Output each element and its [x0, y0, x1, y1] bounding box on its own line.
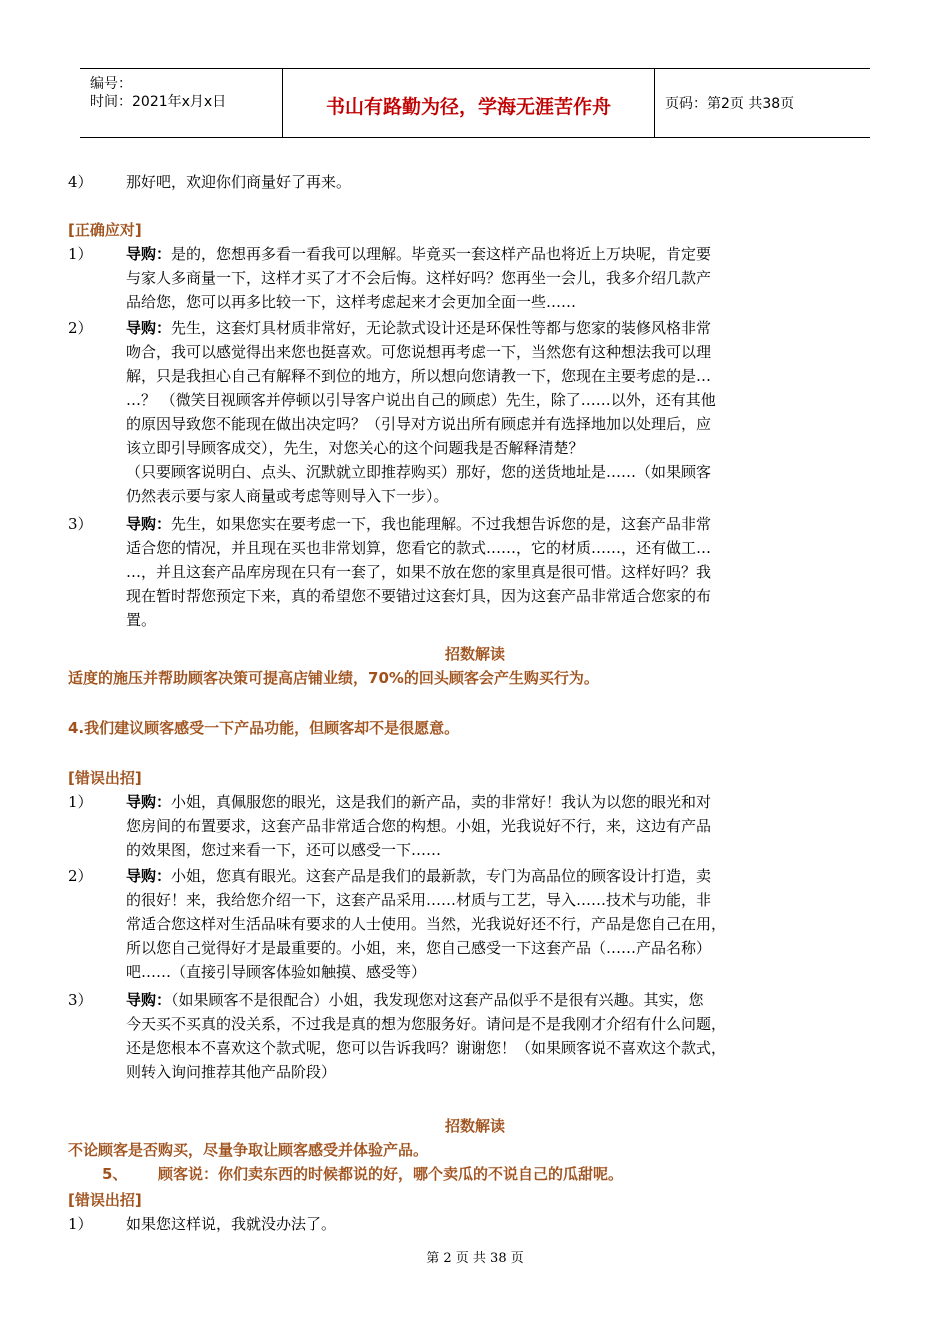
speaker-label: 导购：	[126, 245, 172, 263]
speaker-label: 导购：	[126, 319, 172, 337]
item-continuation-line: 仍然表示要与家人商量或考虑等则导入下一步）。	[126, 487, 449, 505]
item-continuation-line: 品给您，您可以再多比较一下，这样考虑起来才会更加全面一些……	[126, 293, 577, 311]
header-meta-cell	[80, 69, 283, 137]
item-text: 如果您这样说，我就没办法了。	[126, 1215, 337, 1233]
item-first-line	[126, 864, 711, 888]
speaker-label: 导购：	[126, 867, 172, 885]
item-number: 1）	[68, 1215, 93, 1233]
item-first-line	[126, 790, 711, 814]
speaker-label: 导购：	[126, 515, 172, 533]
interpretation-text-2: 不论顾客是否购买，尽量争取让顾客感受并体验产品。	[68, 1141, 429, 1159]
wrong-move-title-2: [错误出招]	[68, 1191, 142, 1209]
section-4-title: 4.我们建议顾客感受一下产品功能，但顾客却不是很愿意。	[68, 719, 460, 737]
item-continuation-line: 的效果图，您过来看一下，还可以感受一下……	[126, 841, 442, 859]
section-5-title: 顾客说：你们卖东西的时候都说的好，哪个卖瓜的不说自己的瓜甜呢。	[158, 1165, 624, 1183]
header-page-label: 页码：第2页 共38页	[665, 96, 795, 112]
header-page-cell	[655, 69, 870, 137]
item-text: 小姐，真佩服您的眼光，这是我们的新产品，卖的非常好！我认为以您的眼光和对	[171, 793, 712, 811]
page-footer: 第 2 页 共 38 页	[426, 1251, 524, 1266]
item-text: 先生，这套灯具材质非常好，无论款式设计还是环保性等都与您家的装修风格非常	[171, 319, 712, 337]
item-number: 3）	[68, 515, 93, 533]
item-continuation-line: 现在暂时帮您预定下来，真的希望您不要错过这套灯具，因为这套产品非常适合您家的布	[126, 587, 712, 605]
item-continuation-line: 您房间的布置要求，这套产品非常适合您的构想。小姐，光我说好不行，来，这边有产品	[126, 817, 712, 835]
item-continuation-line: 所以您自己觉得好才是最重要的。小姐，来，您自己感受一下这套产品（……产品名称）	[126, 939, 712, 957]
item-first-line	[126, 512, 711, 536]
item-continuation-line: 吧……（直接引导顾客体验如触摸、感受等）	[126, 963, 427, 981]
item-continuation-line: 的很好！来，我给您介绍一下，这套产品采用……材质与工艺，导入……技术与功能，非	[126, 891, 712, 909]
speaker-label: 导购：	[126, 793, 172, 811]
item-continuation-line: 今天买不买真的没关系，不过我是真的想为您服务好。请问是不是我刚才介绍有什么问题，	[126, 1015, 727, 1033]
item-continuation-line: 还是您根本不喜欢这个款式呢，您可以告诉我吗？谢谢您！（如果顾客说不喜欢这个款式，	[126, 1039, 727, 1057]
item-continuation-line: （只要顾客说明白、点头、沉默就立即推荐购买）那好，您的送货地址是……（如果顾客	[126, 463, 712, 481]
item-continuation-line: 的原因导致您不能现在做出决定吗？（引导对方说出所有顾虑并有选择地加以处理后，应	[126, 415, 712, 433]
item-number: 2）	[68, 319, 93, 337]
interpretation-title-2: 招数解读	[444, 1117, 505, 1135]
item-number: 3）	[68, 991, 93, 1009]
item-text: （如果顾客不是很配合）小姐，我发现您对这套产品似乎不是很有兴趣。其实，您	[171, 991, 704, 1009]
item-number: 1）	[68, 245, 93, 263]
item-first-line	[126, 988, 704, 1012]
item-number: 1）	[68, 793, 93, 811]
item-text: 小姐，您真有眼光。这套产品是我们的最新款，专门为高品位的顾客设计打造，卖	[171, 867, 712, 885]
interpretation-text: 适度的施压并帮助顾客决策可提高店铺业绩，70%的回头顾客会产生购买行为。	[68, 669, 599, 687]
item-continuation-line: 吻合，我可以感觉得出来您也挺喜欢。可您说想再考虑一下，当然您有这种想法我可以理	[126, 343, 712, 361]
item-first-line	[126, 242, 711, 266]
item-number: 2）	[68, 867, 93, 885]
page-header	[80, 68, 870, 138]
item-first-line	[126, 316, 711, 340]
doc-date-label: 时间：2021年x月x日	[90, 94, 227, 110]
interpretation-title: 招数解读	[444, 645, 505, 663]
item-continuation-line: …，并且这套产品库房现在只有一套了，如果不放在您的家里真是很可惜。这样好吗？我	[126, 563, 712, 581]
item-continuation-line: …？ （微笑目视顾客并停顿以引导客户说出自己的顾虑）先生，除了……以外，还有其他	[126, 391, 716, 409]
item-continuation-line: 置。	[126, 611, 157, 629]
wrong-move-title: [错误出招]	[68, 769, 142, 787]
item-number: 4）	[68, 173, 93, 191]
item-continuation-line: 适合您的情况，并且现在买也非常划算，您看它的款式……，它的材质……，还有做工…	[126, 539, 712, 557]
correct-response-title: [正确应对]	[68, 221, 142, 239]
item-continuation-line: 则转入询问推荐其他产品阶段）	[126, 1063, 337, 1081]
item-text: 是的，您想再多看一看我可以理解。毕竟买一套这样产品也将近上万块呢，肯定要	[171, 245, 712, 263]
item-continuation-line: 该立即引导顾客成交），先生，对您关心的这个问题我是否解释清楚？	[126, 439, 584, 457]
item-text: 那好吧，欢迎你们商量好了再来。	[126, 173, 352, 191]
section-5-number: 5、	[102, 1165, 128, 1183]
item-continuation-line: 与家人多商量一下，这样才买了才不会后悔。这样好吗？您再坐一会儿，我多介绍几款产	[126, 269, 712, 287]
header-motto: 书山有路勤为径，学海无涯苦作舟	[325, 96, 611, 118]
item-text: 先生，如果您实在要考虑一下，我也能理解。不过我想告诉您的是，这套产品非常	[171, 515, 712, 533]
item-continuation-line: 常适合您这样对生活品味有要求的人士使用。当然，光我说好还不行，产品是您自己在用，	[126, 915, 727, 933]
header-motto-cell	[283, 69, 655, 137]
item-continuation-line: 解，只是我担心自己有解释不到位的地方，所以想向您请教一下，您现在主要考虑的是…	[126, 367, 712, 385]
doc-number-label: 编号：	[90, 76, 132, 92]
speaker-label: 导购：	[126, 991, 172, 1009]
